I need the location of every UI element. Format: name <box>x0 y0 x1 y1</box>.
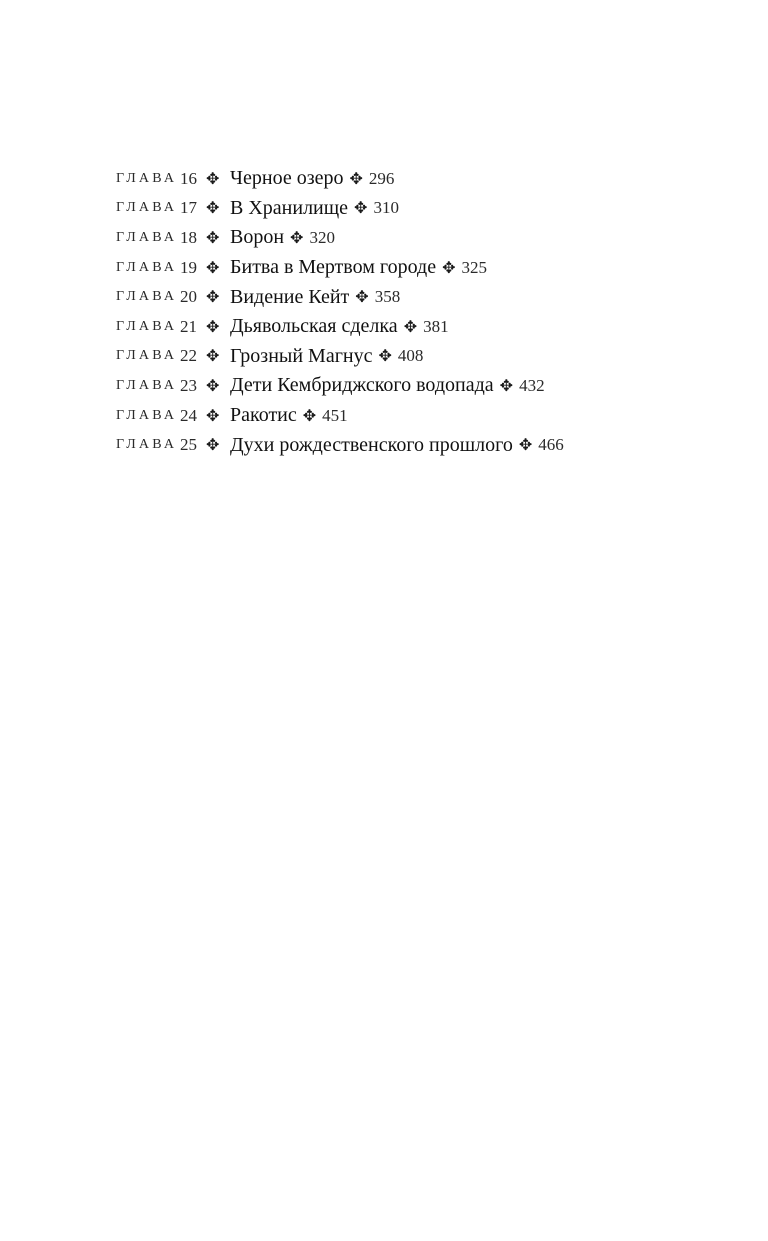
page-number: 381 <box>423 316 449 336</box>
toc-entry[interactable] <box>116 401 564 431</box>
chapter-number: 16 <box>180 168 197 188</box>
chapter-word: ГЛАВА <box>116 229 178 245</box>
ornament-icon: ✥ <box>206 348 220 366</box>
chapter-word: ГЛАВА <box>116 170 178 186</box>
ornament-icon: ✥ <box>355 289 369 307</box>
ornament-icon: ✥ <box>206 170 220 188</box>
page-number: 408 <box>397 346 424 366</box>
ornament-icon: ✥ <box>354 200 368 218</box>
toc-entry[interactable] <box>116 223 564 253</box>
chapter-title: Видение Кейт <box>230 285 350 308</box>
page-number: 310 <box>373 198 399 218</box>
chapter-word: ГЛАВА <box>116 259 178 275</box>
chapter-title: Грозный Магнус <box>230 344 373 367</box>
toc-entry[interactable] <box>116 371 564 401</box>
chapter-number: 24 <box>180 405 197 425</box>
chapter-title: Ворон <box>230 226 285 249</box>
chapter-number: 18 <box>180 227 197 247</box>
chapter-number: 25 <box>180 435 197 455</box>
toc-entry[interactable] <box>116 164 564 194</box>
ornament-icon: ✥ <box>378 348 392 366</box>
chapter-number: 20 <box>180 287 197 307</box>
ornament-icon: ✥ <box>206 259 220 277</box>
page-number: 325 <box>461 257 487 277</box>
page-number: 466 <box>538 435 564 455</box>
chapter-number: 22 <box>180 346 197 366</box>
ornament-icon: ✥ <box>302 407 317 425</box>
ornament-icon: ✥ <box>206 289 220 307</box>
chapter-word: ГЛАВА <box>116 289 178 305</box>
ornament-icon: ✥ <box>206 437 220 455</box>
chapter-number: 23 <box>180 375 197 395</box>
chapter-word: ГЛАВА <box>116 407 178 423</box>
chapter-title: В Хранилище <box>230 196 349 219</box>
ornament-icon: ✥ <box>206 377 220 395</box>
ornament-icon: ✥ <box>518 437 533 455</box>
ornament-icon: ✥ <box>206 318 220 336</box>
page-number: 296 <box>368 168 395 188</box>
page-number: 432 <box>519 375 545 395</box>
toc-entry[interactable] <box>116 312 564 342</box>
toc-entry[interactable] <box>116 342 564 372</box>
chapter-title: Духи рождественского прошлого <box>230 433 513 456</box>
ornament-icon: ✥ <box>349 170 363 188</box>
chapter-word: ГЛАВА <box>116 200 178 216</box>
ornament-icon: ✥ <box>403 318 418 336</box>
ornament-icon: ✥ <box>206 407 220 425</box>
page-number: 451 <box>322 405 348 425</box>
ornament-icon: ✥ <box>499 377 514 395</box>
ornament-icon: ✥ <box>206 229 220 247</box>
ornament-icon: ✥ <box>290 229 304 247</box>
chapter-title: Ракотис <box>230 404 297 427</box>
toc-entry[interactable] <box>116 194 564 224</box>
chapter-number: 21 <box>180 316 197 336</box>
ornament-icon: ✥ <box>442 259 456 277</box>
toc-entry[interactable] <box>116 430 564 460</box>
ornament-icon: ✥ <box>206 200 220 218</box>
chapter-word: ГЛАВА <box>116 348 178 364</box>
page-number: 320 <box>309 227 335 247</box>
chapter-title: Битва в Мертвом городе <box>230 256 437 279</box>
page-number: 358 <box>374 287 401 307</box>
chapter-number: 17 <box>180 198 197 218</box>
chapter-title: Дети Кембриджского водопада <box>230 374 494 397</box>
toc-entry[interactable] <box>116 282 564 312</box>
chapter-word: ГЛАВА <box>116 377 178 393</box>
chapter-word: ГЛАВА <box>116 437 178 453</box>
table-of-contents <box>116 164 564 460</box>
toc-entry[interactable] <box>116 253 564 283</box>
chapter-word: ГЛАВА <box>116 318 178 334</box>
chapter-number: 19 <box>180 257 197 277</box>
chapter-title: Черное озеро <box>230 167 344 190</box>
chapter-title: Дьявольская сделка <box>230 315 398 338</box>
